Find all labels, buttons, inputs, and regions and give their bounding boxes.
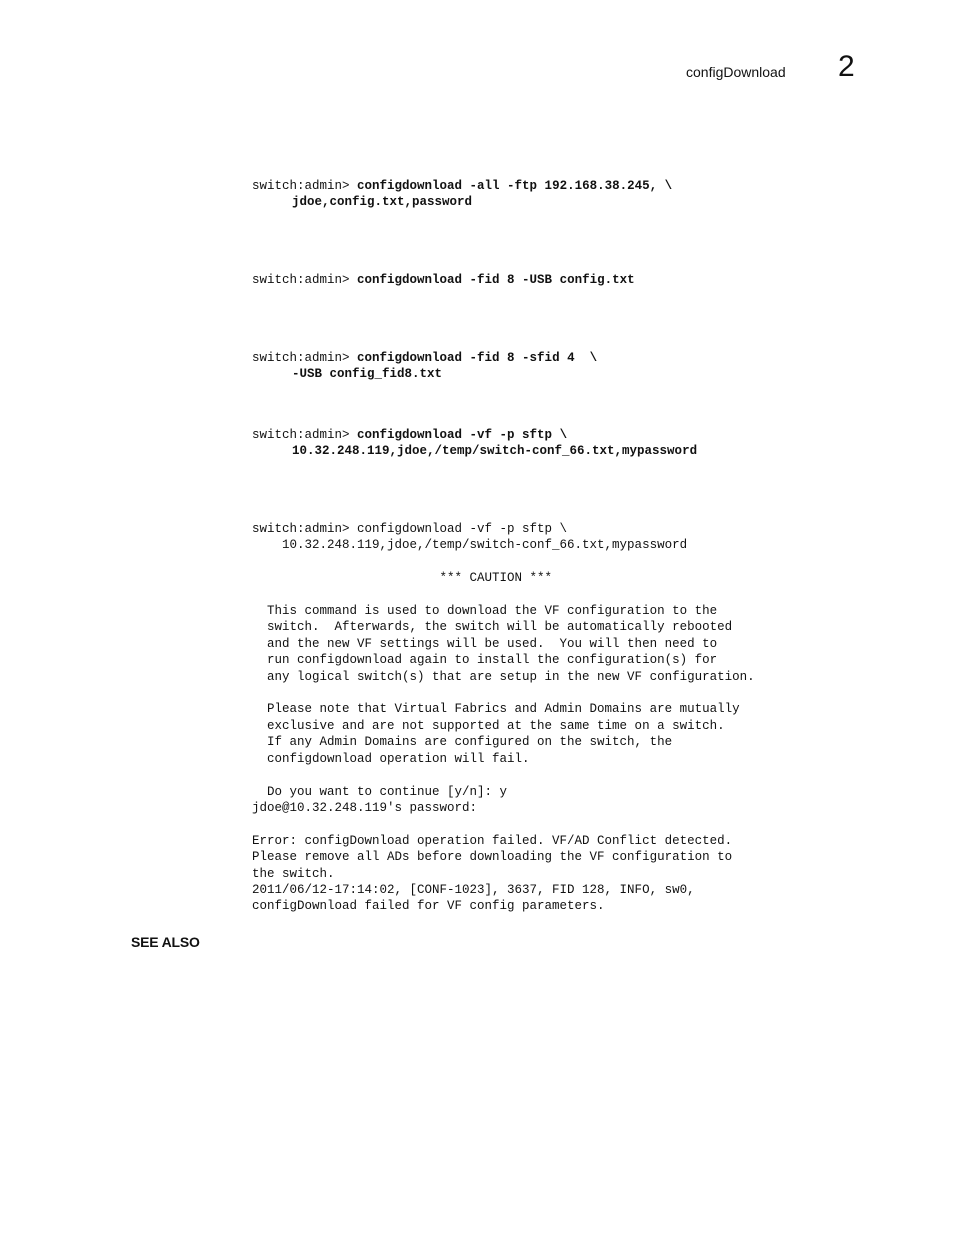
chapter-number: 2	[838, 50, 855, 83]
error-line: Error: configDownload operation failed. VF/AD Conflict detected.	[252, 833, 733, 848]
output-line: configdownload operation will fail.	[252, 751, 530, 766]
example-1	[252, 178, 672, 211]
see-also-heading: SEE ALSO	[131, 934, 200, 950]
example-2	[252, 272, 635, 288]
example-3	[252, 350, 597, 383]
log-line: 2011/06/12-17:14:02, [CONF-1023], 3637, FID 128, INFO, sw0,	[252, 882, 695, 897]
prompt: switch:admin>	[252, 273, 358, 287]
prompt: switch:admin>	[252, 179, 358, 193]
command: configdownload -vf -p sftp \	[357, 428, 568, 442]
output-line: If any Admin Domains are configured on the switch, the	[252, 735, 673, 750]
running-title: configDownload	[686, 64, 786, 80]
output-line: This command is used to download the VF configuration to the	[252, 604, 718, 619]
command-continuation: 10.32.248.119,jdoe,/temp/switch-conf_66.txt,mypassword	[292, 444, 698, 459]
output-line: switch. Afterwards, the switch will be automatically rebooted	[252, 620, 733, 635]
error-line: Please remove all ADs before downloading the VF configuration to	[252, 850, 733, 865]
output-line: Please note that Virtual Fabrics and Admin Domains are mutually	[252, 702, 740, 717]
prompt: switch:admin>	[252, 351, 358, 365]
prompt: switch:admin>	[252, 428, 358, 442]
output-line: Do you want to continue [y/n]: y	[252, 784, 508, 799]
output-line: any logical switch(s) that are setup in the new VF configuration.	[252, 669, 755, 684]
output-line: exclusive and are not supported at the same time on a switch.	[252, 718, 725, 733]
caution-heading: *** CAUTION ***	[252, 571, 553, 586]
command-continuation: -USB config_fid8.txt	[292, 367, 443, 382]
output-line: run configdownload again to install the configuration(s) for	[252, 653, 718, 668]
command: configdownload -fid 8 -USB config.txt	[357, 273, 635, 287]
output-line: and the new VF settings will be used. You will then need to	[252, 636, 718, 651]
log-line: configDownload failed for VF config parameters.	[252, 899, 605, 914]
output-line: 10.32.248.119,jdoe,/temp/switch-conf_66.txt,mypassword	[252, 538, 688, 553]
command-continuation: jdoe,config.txt,password	[292, 195, 473, 210]
example-4	[252, 427, 697, 460]
output-line: switch:admin> configdownload -vf -p sftp \	[252, 522, 568, 536]
command: configdownload -fid 8 -sfid 4 \	[357, 351, 598, 365]
command: configdownload -all -ftp 192.168.38.245, \	[357, 179, 673, 193]
command-output-block	[252, 521, 755, 915]
output-line: jdoe@10.32.248.119's password:	[252, 800, 478, 815]
error-line: the switch.	[252, 866, 335, 881]
